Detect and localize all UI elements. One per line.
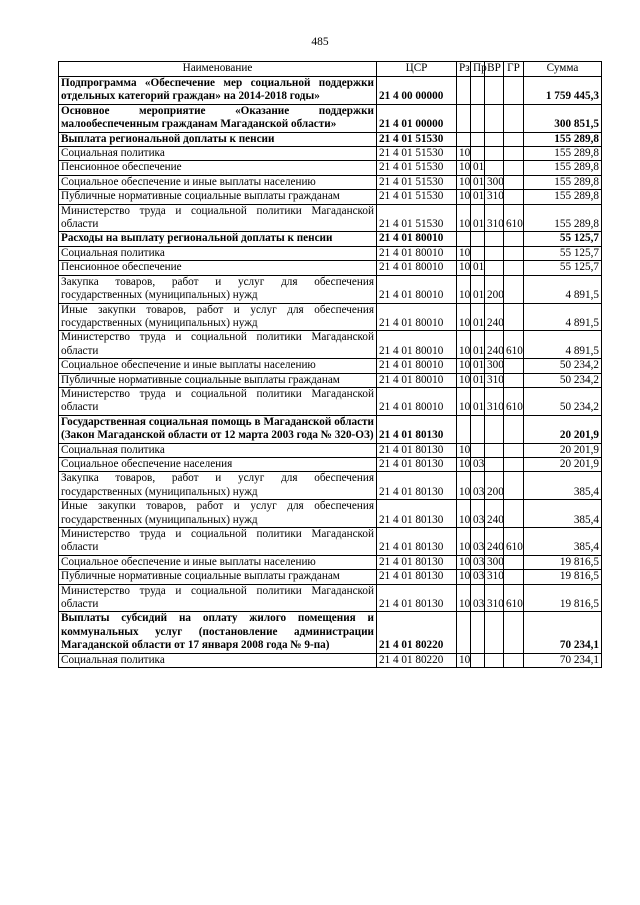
- cell-gr: 610: [504, 584, 524, 612]
- cell-rz: 10: [457, 555, 471, 569]
- cell-csr: 21 4 01 80010: [377, 275, 457, 303]
- budget-table: [58, 61, 602, 668]
- cell-vr: 240: [485, 500, 504, 528]
- cell-rz: 10: [457, 387, 471, 415]
- table-row: [59, 653, 602, 667]
- table-body: [59, 77, 602, 668]
- cell-rz: 10: [457, 528, 471, 556]
- cell-gr: [504, 104, 524, 132]
- table-row: [59, 555, 602, 569]
- cell-vr: [485, 147, 504, 161]
- cell-vr: 200: [485, 275, 504, 303]
- table-row: [59, 246, 602, 260]
- cell-csr: 21 4 01 80130: [377, 472, 457, 500]
- cell-vr: 310: [485, 190, 504, 204]
- cell-name: Основное мероприятие «Оказание поддержки малообеспеченным гражданам Магаданской области»: [59, 104, 377, 132]
- table-row: [59, 331, 602, 359]
- cell-sum: 155 289,8: [524, 175, 602, 189]
- cell-gr: 610: [504, 331, 524, 359]
- cell-gr: [504, 359, 524, 373]
- cell-rz: 10: [457, 472, 471, 500]
- cell-csr: 21 4 01 51530: [377, 190, 457, 204]
- cell-gr: [504, 373, 524, 387]
- cell-csr: 21 4 01 80130: [377, 443, 457, 457]
- cell-sum: 55 125,7: [524, 261, 602, 275]
- cell-csr: 21 4 01 80010: [377, 331, 457, 359]
- cell-sum: 1 759 445,3: [524, 77, 602, 105]
- cell-rz: 10: [457, 457, 471, 471]
- cell-sum: 4 891,5: [524, 303, 602, 331]
- cell-vr: [485, 246, 504, 260]
- cell-name: Социальная политика: [59, 246, 377, 260]
- cell-sum: 155 289,8: [524, 147, 602, 161]
- cell-pr: 03: [471, 500, 485, 528]
- cell-vr: [485, 653, 504, 667]
- cell-csr: 21 4 01 80130: [377, 570, 457, 584]
- cell-csr: 21 4 01 80130: [377, 528, 457, 556]
- cell-name: Министерство труда и социальной политики Магаданской области: [59, 387, 377, 415]
- cell-csr: 21 4 01 80130: [377, 500, 457, 528]
- cell-sum: 55 125,7: [524, 232, 602, 246]
- cell-name: Социальное обеспечение и иные выплаты населению: [59, 359, 377, 373]
- table-row: [59, 570, 602, 584]
- cell-gr: [504, 415, 524, 443]
- cell-gr: [504, 303, 524, 331]
- table-row: [59, 387, 602, 415]
- column-header-sum: Сумма: [524, 62, 602, 77]
- cell-pr: [471, 147, 485, 161]
- cell-csr: 21 4 01 51530: [377, 161, 457, 175]
- cell-rz: 10: [457, 570, 471, 584]
- cell-vr: [485, 261, 504, 275]
- cell-name: Министерство труда и социальной политики Магаданской области: [59, 204, 377, 232]
- cell-pr: 03: [471, 528, 485, 556]
- column-header-csr: ЦСР: [377, 62, 457, 77]
- cell-name: Социальная политика: [59, 653, 377, 667]
- cell-pr: [471, 653, 485, 667]
- cell-pr: 01: [471, 387, 485, 415]
- table-row: [59, 500, 602, 528]
- table-row: [59, 132, 602, 146]
- cell-rz: 10: [457, 373, 471, 387]
- cell-pr: [471, 415, 485, 443]
- cell-gr: [504, 555, 524, 569]
- cell-rz: 10: [457, 261, 471, 275]
- cell-rz: 10: [457, 303, 471, 331]
- cell-vr: 300: [485, 555, 504, 569]
- table-row: [59, 161, 602, 175]
- cell-pr: 03: [471, 457, 485, 471]
- cell-rz: 10: [457, 500, 471, 528]
- cell-gr: [504, 132, 524, 146]
- cell-vr: [485, 104, 504, 132]
- cell-sum: 300 851,5: [524, 104, 602, 132]
- cell-rz: [457, 77, 471, 105]
- cell-rz: 10: [457, 331, 471, 359]
- column-header-name: Наименование: [59, 62, 377, 77]
- cell-rz: 10: [457, 584, 471, 612]
- cell-pr: 01: [471, 359, 485, 373]
- cell-sum: 155 289,8: [524, 132, 602, 146]
- cell-sum: 155 289,8: [524, 204, 602, 232]
- cell-sum: 19 816,5: [524, 555, 602, 569]
- cell-sum: 55 125,7: [524, 246, 602, 260]
- cell-gr: [504, 161, 524, 175]
- cell-rz: [457, 415, 471, 443]
- cell-sum: 385,4: [524, 528, 602, 556]
- cell-name: Социальное обеспечение населения: [59, 457, 377, 471]
- cell-name: Выплата региональной доплаты к пенсии: [59, 132, 377, 146]
- cell-name: Министерство труда и социальной политики Магаданской области: [59, 331, 377, 359]
- cell-pr: 01: [471, 161, 485, 175]
- cell-name: Иные закупки товаров, работ и услуг для обеспечения государственных (муниципальных) нужд: [59, 500, 377, 528]
- cell-name: Социальное обеспечение и иные выплаты населению: [59, 175, 377, 189]
- cell-csr: 21 4 01 00000: [377, 104, 457, 132]
- cell-vr: [485, 77, 504, 105]
- cell-rz: 10: [457, 204, 471, 232]
- column-header-vr: ВР: [485, 62, 504, 77]
- table-row: [59, 104, 602, 132]
- table-row: [59, 584, 602, 612]
- cell-gr: [504, 612, 524, 653]
- cell-pr: 01: [471, 373, 485, 387]
- page-number: 485: [311, 36, 329, 48]
- cell-rz: 10: [457, 175, 471, 189]
- cell-sum: 385,4: [524, 472, 602, 500]
- cell-rz: [457, 132, 471, 146]
- cell-gr: [504, 190, 524, 204]
- table-row: [59, 359, 602, 373]
- cell-name: Подпрограмма «Обеспечение мер социальной поддержки отдельных категорий граждан» на 2014-2018 годы»: [59, 77, 377, 105]
- cell-rz: [457, 104, 471, 132]
- cell-csr: 21 4 01 80010: [377, 359, 457, 373]
- cell-name: Министерство труда и социальной политики Магаданской области: [59, 528, 377, 556]
- cell-csr: 21 4 01 80130: [377, 584, 457, 612]
- cell-vr: 240: [485, 303, 504, 331]
- cell-sum: 19 816,5: [524, 584, 602, 612]
- table-row: [59, 190, 602, 204]
- cell-csr: 21 4 01 80220: [377, 653, 457, 667]
- cell-vr: 200: [485, 472, 504, 500]
- cell-gr: [504, 232, 524, 246]
- cell-vr: 300: [485, 359, 504, 373]
- column-header-pr: Пр: [471, 62, 485, 77]
- table-row: [59, 147, 602, 161]
- cell-csr: 21 4 01 80010: [377, 387, 457, 415]
- cell-rz: [457, 232, 471, 246]
- cell-sum: 70 234,1: [524, 612, 602, 653]
- cell-csr: 21 4 01 51530: [377, 175, 457, 189]
- cell-vr: 310: [485, 584, 504, 612]
- cell-rz: 10: [457, 246, 471, 260]
- cell-gr: 610: [504, 528, 524, 556]
- cell-gr: [504, 457, 524, 471]
- cell-vr: 240: [485, 528, 504, 556]
- cell-sum: 20 201,9: [524, 415, 602, 443]
- cell-pr: 03: [471, 472, 485, 500]
- cell-name: Расходы на выплату региональной доплаты к пенсии: [59, 232, 377, 246]
- table-row: [59, 443, 602, 457]
- cell-vr: [485, 132, 504, 146]
- cell-gr: [504, 175, 524, 189]
- column-header-gr: ГР: [504, 62, 524, 77]
- cell-name: Публичные нормативные социальные выплаты гражданам: [59, 190, 377, 204]
- cell-rz: [457, 612, 471, 653]
- cell-pr: 03: [471, 570, 485, 584]
- cell-csr: 21 4 01 80010: [377, 303, 457, 331]
- cell-vr: [485, 161, 504, 175]
- cell-vr: 310: [485, 204, 504, 232]
- cell-sum: 50 234,2: [524, 359, 602, 373]
- cell-gr: [504, 77, 524, 105]
- cell-csr: 21 4 01 80010: [377, 232, 457, 246]
- cell-vr: [485, 415, 504, 443]
- cell-pr: [471, 104, 485, 132]
- table-row: [59, 232, 602, 246]
- cell-gr: [504, 443, 524, 457]
- table-row: [59, 612, 602, 653]
- cell-gr: [504, 261, 524, 275]
- cell-rz: 10: [457, 161, 471, 175]
- cell-sum: 4 891,5: [524, 275, 602, 303]
- cell-name: Пенсионное обеспечение: [59, 161, 377, 175]
- cell-name: Социальная политика: [59, 443, 377, 457]
- table-row: [59, 303, 602, 331]
- cell-gr: [504, 147, 524, 161]
- cell-pr: 03: [471, 555, 485, 569]
- table-row: [59, 472, 602, 500]
- cell-csr: 21 4 00 00000: [377, 77, 457, 105]
- cell-pr: 01: [471, 275, 485, 303]
- cell-pr: 01: [471, 190, 485, 204]
- cell-pr: 03: [471, 584, 485, 612]
- cell-sum: 50 234,2: [524, 387, 602, 415]
- cell-name: Публичные нормативные социальные выплаты гражданам: [59, 373, 377, 387]
- table-row: [59, 457, 602, 471]
- cell-name: Публичные нормативные социальные выплаты гражданам: [59, 570, 377, 584]
- cell-rz: 10: [457, 653, 471, 667]
- cell-csr: 21 4 01 80130: [377, 415, 457, 443]
- cell-gr: 610: [504, 204, 524, 232]
- cell-gr: [504, 472, 524, 500]
- cell-vr: 310: [485, 570, 504, 584]
- table-row: [59, 261, 602, 275]
- cell-sum: 155 289,8: [524, 161, 602, 175]
- cell-vr: 300: [485, 175, 504, 189]
- cell-csr: 21 4 01 51530: [377, 132, 457, 146]
- cell-csr: 21 4 01 80010: [377, 261, 457, 275]
- cell-csr: 21 4 01 80010: [377, 373, 457, 387]
- cell-vr: [485, 612, 504, 653]
- cell-name: Социальная политика: [59, 147, 377, 161]
- cell-pr: [471, 77, 485, 105]
- cell-name: Закупка товаров, работ и услуг для обеспечения государственных (муниципальных) нужд: [59, 472, 377, 500]
- cell-pr: [471, 132, 485, 146]
- table-row: [59, 275, 602, 303]
- cell-rz: 10: [457, 275, 471, 303]
- cell-rz: 10: [457, 190, 471, 204]
- table-row: [59, 373, 602, 387]
- cell-name: Выплаты субсидий на оплату жилого помещения и коммунальных услуг (постановление администрации Магаданской области от 17 января 2008 года № 9-па): [59, 612, 377, 653]
- cell-name: Министерство труда и социальной политики Магаданской области: [59, 584, 377, 612]
- cell-gr: [504, 653, 524, 667]
- cell-gr: [504, 275, 524, 303]
- cell-rz: 10: [457, 359, 471, 373]
- cell-pr: [471, 443, 485, 457]
- cell-pr: [471, 246, 485, 260]
- table-row: [59, 415, 602, 443]
- cell-sum: 20 201,9: [524, 457, 602, 471]
- cell-sum: 385,4: [524, 500, 602, 528]
- cell-sum: 19 816,5: [524, 570, 602, 584]
- cell-gr: 610: [504, 387, 524, 415]
- cell-sum: 50 234,2: [524, 373, 602, 387]
- cell-pr: 01: [471, 204, 485, 232]
- cell-csr: 21 4 01 80010: [377, 246, 457, 260]
- table-row: [59, 204, 602, 232]
- cell-vr: [485, 457, 504, 471]
- cell-vr: 240: [485, 331, 504, 359]
- cell-sum: 70 234,1: [524, 653, 602, 667]
- cell-csr: 21 4 01 51530: [377, 204, 457, 232]
- cell-vr: 310: [485, 387, 504, 415]
- cell-sum: 20 201,9: [524, 443, 602, 457]
- cell-rz: 10: [457, 443, 471, 457]
- cell-csr: 21 4 01 80220: [377, 612, 457, 653]
- cell-gr: [504, 246, 524, 260]
- cell-name: Пенсионное обеспечение: [59, 261, 377, 275]
- table-header-row: [59, 62, 602, 77]
- cell-pr: [471, 612, 485, 653]
- cell-gr: [504, 570, 524, 584]
- cell-gr: [504, 500, 524, 528]
- cell-pr: 01: [471, 261, 485, 275]
- cell-sum: 155 289,8: [524, 190, 602, 204]
- cell-vr: [485, 232, 504, 246]
- cell-rz: 10: [457, 147, 471, 161]
- cell-vr: [485, 443, 504, 457]
- table-row: [59, 77, 602, 105]
- cell-vr: 310: [485, 373, 504, 387]
- column-header-rz: Рз: [457, 62, 471, 77]
- table-row: [59, 528, 602, 556]
- cell-name: Социальное обеспечение и иные выплаты населению: [59, 555, 377, 569]
- cell-csr: 21 4 01 51530: [377, 147, 457, 161]
- cell-pr: 01: [471, 175, 485, 189]
- cell-pr: [471, 232, 485, 246]
- cell-sum: 4 891,5: [524, 331, 602, 359]
- table-row: [59, 175, 602, 189]
- cell-pr: 01: [471, 303, 485, 331]
- cell-name: Иные закупки товаров, работ и услуг для обеспечения государственных (муниципальных) нужд: [59, 303, 377, 331]
- cell-csr: 21 4 01 80130: [377, 555, 457, 569]
- cell-pr: 01: [471, 331, 485, 359]
- cell-csr: 21 4 01 80130: [377, 457, 457, 471]
- cell-name: Закупка товаров, работ и услуг для обеспечения государственных (муниципальных) нужд: [59, 275, 377, 303]
- cell-name: Государственная социальная помощь в Магаданской области (Закон Магаданской области от 12 марта 2003 года № 320-ОЗ): [59, 415, 377, 443]
